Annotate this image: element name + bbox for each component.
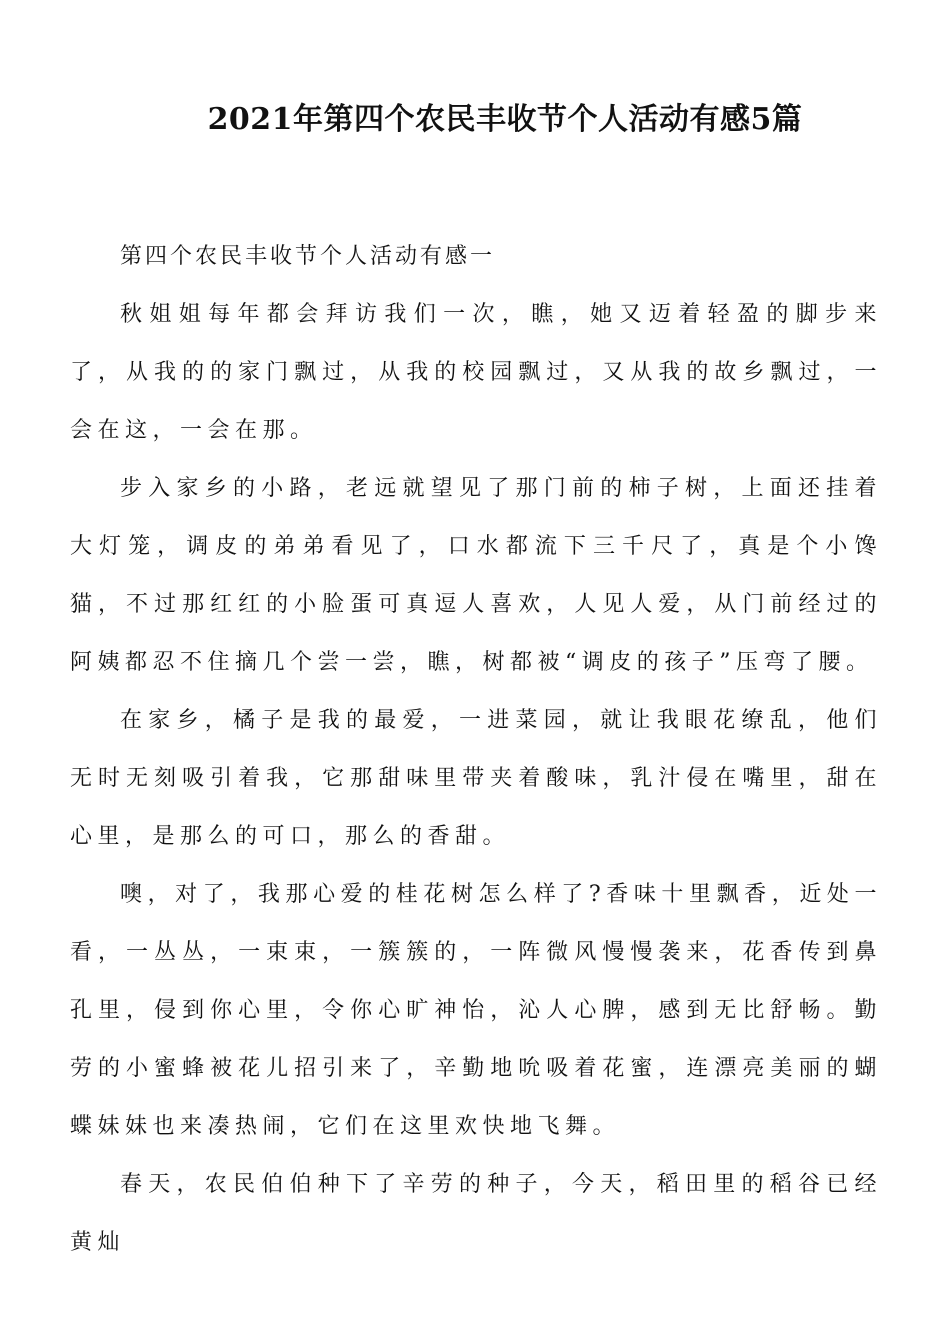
document-body	[70, 228, 882, 1272]
paragraph: 在家乡，橘子是我的最爱，一进菜园，就让我眼花缭乱，他们无时无刻吸引着我，它那甜味里带夹着酸味，乳汁侵在嘴里，甜在心里，是那么的可口，那么的香甜。	[70, 708, 882, 849]
paragraph: 春天，农民伯伯种下了辛劳的种子，今天，稻田里的稻谷已经黄灿	[70, 1172, 882, 1255]
paragraph: 噢，对了，我那心爱的桂花树怎么样了?香味十里飘香，近处一看，一丛丛，一束束，一簇簇的，一阵微风慢慢袭来，花香传到鼻孔里，侵到你心里，令你心旷神怡，沁人心脾，感到无比舒畅。勤劳的小蜜蜂被花儿招引来了，辛勤地吮吸着花蜜，连漂亮美丽的蝴蝶妹妹也来凑热闹，它们在这里欢快地飞舞。	[70, 882, 882, 1139]
paragraph: 步入家乡的小路，老远就望见了那门前的柿子树，上面还挂着大灯笼，调皮的弟弟看见了，口水都流下三千尺了，真是个小馋猫，不过那红红的小脸蛋可真逗人喜欢，人见人爱，从门前经过的阿姨都忍不住摘几个尝一尝，瞧，树都被“调皮的孩子”压弯了腰。	[70, 476, 882, 675]
paragraph: 秋姐姐每年都会拜访我们一次，瞧，她又迈着轻盈的脚步来了，从我的的家门飘过，从我的校园飘过，又从我的故乡飘过，一会在这，一会在那。	[70, 302, 882, 443]
section-heading: 第四个农民丰收节个人活动有感一	[120, 244, 496, 269]
document-title: 2021年第四个农民丰收节个人活动有感5篇	[207, 102, 803, 137]
